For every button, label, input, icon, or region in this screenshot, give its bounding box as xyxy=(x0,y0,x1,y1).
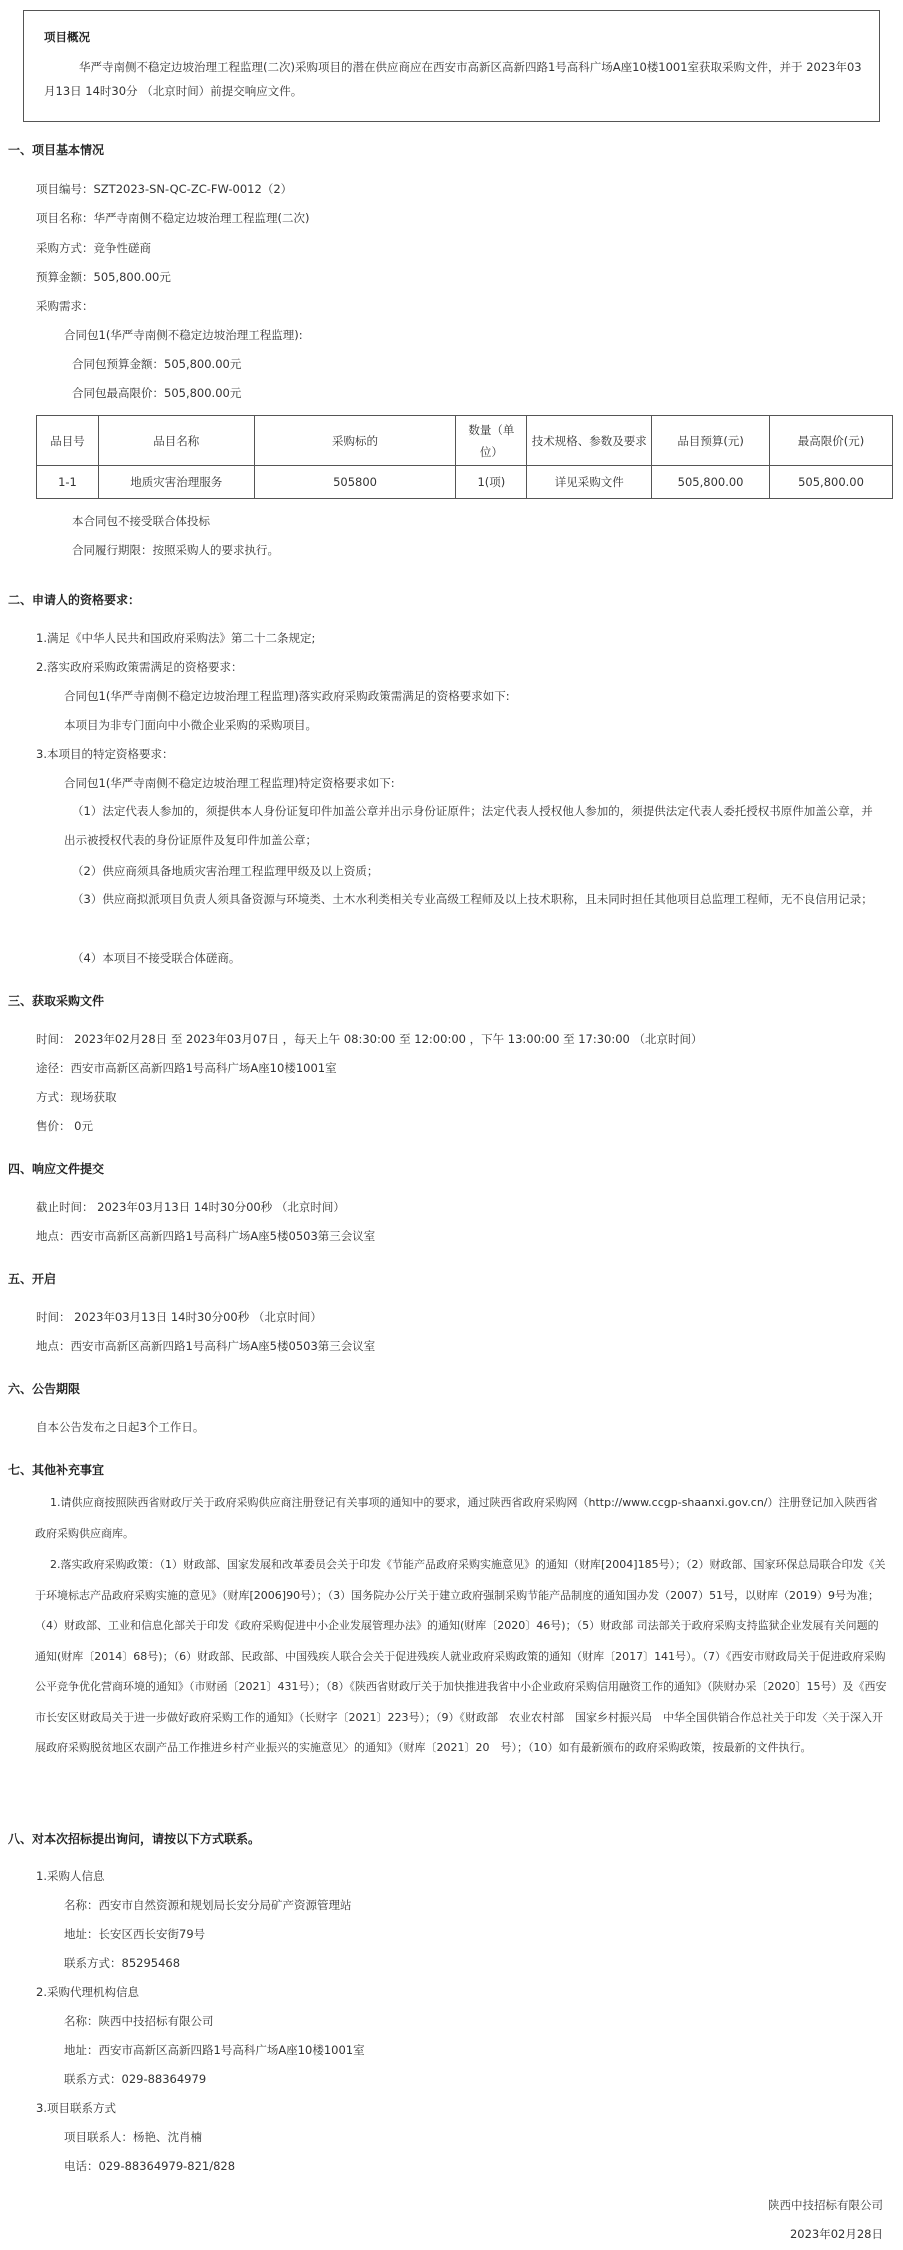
section-heading-announcement-period: 六、公告期限 xyxy=(8,1382,81,1396)
col-header-item-no: 品目号 xyxy=(37,416,99,466)
project-name: 项目名称：华严寺南侧不稳定边坡治理工程监理(二次) xyxy=(36,211,310,225)
no-consortium-note: 本合同包不接受联合体投标 xyxy=(72,514,210,528)
qualification-3-item-3: （3）供应商拟派项目负责人须具备资源与环境类、土木水利类相关专业高级工程师及以上技术职称，且未同时担任其他项目总监理工程师，无不良信用记录； xyxy=(72,892,873,906)
supplementary-paragraph-2: 2.落实政府采购政策：（1）财政部、国家发展和改革委员会关于印发《节能产品政府采购实施意见》的通知（财库[2004]185号）；（2）财政部、国家环保总局联合印发《关于环境标志产品政府采购实施的意见》（财库[2006]90号）；（3）国务院办公厅关于建立政府强制采购节能产品制度的通知国办发（2007）51号，以财库（2019）9号为准；（4）财政部、工业和信息化部关于印发《政府采购促进中小企业发展管理办法》的通知(财库〔2020〕46号)；（5）财政部 司法部关于政府采购支持监狱企业发展有关问题的通知(财库〔2014〕68号)；（6）财政部、民政部、中国残疾人联合会关于促进残疾人就业政府采购政策的通知（财库〔2017〕141号）。（7）《西安市财政局关于促进政府采购公平竞争优化营商环境的通知》（市财函〔2021〕431号）；（8）《陕西省财政厅关于加快推进我省中小企业政府采购信用融资工作的通知》（陕财办采〔2020〕15号）及《西安市长安区财政局关于进一步做好政府采购工作的通知》（长财字〔2021〕223号）；（9）《财政部 农业农村部 国家乡村振兴局 中华全国供销合作总社关于印发〈关于深入开展政府采购脱贫地区农副产品工作推进乡村产业振兴的实施意见〉的通知》（财库〔2021〕20 号）；（10）如有最新颁布的政府采购政策，按最新的文件执行。 xyxy=(35,1558,887,1754)
col-header-max-price: 最高限价(元) xyxy=(770,416,893,466)
procurement-method: 采购方式：竞争性磋商 xyxy=(36,241,151,255)
buyer-name: 名称：西安市自然资源和规划局长安分局矿产资源管理站 xyxy=(64,1898,352,1912)
items-table xyxy=(36,415,893,499)
contract-period: 合同履行期限：按照采购人的要求执行。 xyxy=(72,543,279,557)
budget-amount: 预算金额：505,800.00元 xyxy=(36,270,171,284)
project-overview-box xyxy=(23,10,880,122)
cell-quantity: 1(项) xyxy=(456,466,527,499)
announcement-period-text: 自本公告发布之日起3个工作日。 xyxy=(36,1420,205,1434)
cell-item-no: 1-1 xyxy=(37,466,99,499)
overview-text: 华严寺南侧不稳定边坡治理工程监理(二次)采购项目的潜在供应商应在西安市高新区高新四路1号高科广场A座10楼1001室获取采购文件，并于 2023年03月13日 14时30分 （北京时间）前提交响应文件。 xyxy=(44,60,862,98)
overview-title: 项目概况 xyxy=(44,30,90,44)
qualification-3-item-1: （1）法定代表人参加的，须提供本人身份证复印件加盖公章并出示身份证原件；法定代表人授权他人参加的，须提供法定代表人委托授权书原件加盖公章，并出示被授权代表的身份证原件及复印件加盖公章； xyxy=(64,804,873,847)
qualification-2-package: 合同包1(华严寺南侧不稳定边坡治理工程监理)落实政府采购政策需满足的资格要求如下: xyxy=(64,689,510,703)
cell-item-budget: 505,800.00 xyxy=(652,466,770,499)
supplementary-paragraph-1: 1.请供应商按照陕西省财政厅关于政府采购供应商注册登记有关事项的通知中的要求，通过陕西省政府采购网（http://www.ccgp-shaanxi.gov.cn/）注册登记加入陕西省政府采购供应商库。 xyxy=(35,1496,878,1540)
package-max-price: 合同包最高限价：505,800.00元 xyxy=(72,386,242,400)
opening-place: 地点：西安市高新区高新四路1号高科广场A座5楼0503第三会议室 xyxy=(36,1339,376,1353)
project-contact-phone: 电话：029-88364979-821/828 xyxy=(64,2159,236,2173)
buyer-address: 地址：长安区西长安街79号 xyxy=(64,1927,206,1941)
col-header-spec: 技术规格、参数及要求 xyxy=(527,416,652,466)
col-header-subject: 采购标的 xyxy=(254,416,456,466)
section-heading-obtain-docs: 三、获取采购文件 xyxy=(8,994,105,1008)
project-contact-title: 3.项目联系方式 xyxy=(36,2101,116,2115)
signature-company: 陕西中技招标有限公司 xyxy=(768,2198,883,2212)
agent-address: 地址：西安市高新区高新四路1号高科广场A座10楼1001室 xyxy=(64,2043,365,2057)
col-header-item-name: 品目名称 xyxy=(98,416,254,466)
opening-time: 时间： 2023年03月13日 14时30分00秒 （北京时间） xyxy=(36,1310,322,1324)
signature-date: 2023年02月28日 xyxy=(789,2227,883,2241)
obtain-method: 方式：现场获取 xyxy=(36,1090,117,1104)
agent-name: 名称：陕西中技招标有限公司 xyxy=(64,2014,214,2028)
table-header-row xyxy=(37,416,893,466)
qualification-2-note: 本项目为非专门面向中小微企业采购的采购项目。 xyxy=(64,718,317,732)
agent-phone: 联系方式：029-88364979 xyxy=(64,2072,207,2086)
section-heading-opening: 五、开启 xyxy=(8,1272,57,1286)
obtain-place: 途径：西安市高新区高新四路1号高科广场A座10楼1001室 xyxy=(36,1061,337,1075)
cell-item-name: 地质灾害治理服务 xyxy=(98,466,254,499)
submission-place: 地点：西安市高新区高新四路1号高科广场A座5楼0503第三会议室 xyxy=(36,1229,376,1243)
section-heading-contact: 八、对本次招标提出询问，请按以下方式联系。 xyxy=(8,1832,261,1846)
table-row xyxy=(37,466,893,499)
qualification-1: 1.满足《中华人民共和国政府采购法》第二十二条规定; xyxy=(36,631,316,645)
section-heading-submission: 四、响应文件提交 xyxy=(8,1162,105,1176)
procurement-demand: 采购需求： xyxy=(36,299,94,313)
col-header-quantity: 数量（单位） xyxy=(456,416,527,466)
submission-deadline: 截止时间： 2023年03月13日 14时30分00秒 （北京时间） xyxy=(36,1200,345,1214)
buyer-info-title: 1.采购人信息 xyxy=(36,1869,105,1883)
project-number: 项目编号：SZT2023-SN-QC-ZC-FW-0012（2） xyxy=(36,182,293,196)
section-heading-supplementary: 七、其他补充事宜 xyxy=(8,1463,105,1477)
cell-spec: 详见采购文件 xyxy=(527,466,652,499)
cell-subject: 505800 xyxy=(254,466,456,499)
col-header-item-budget: 品目预算(元) xyxy=(652,416,770,466)
obtain-time: 时间： 2023年02月28日 至 2023年03月07日 ，每天上午 08:30:00 至 12:00:00 ，下午 13:00:00 至 17:30:00 （北京时间） xyxy=(36,1032,703,1046)
project-contact-person: 项目联系人：杨艳、沈肖楠 xyxy=(64,2130,202,2144)
qualification-3-item-2: （2）供应商须具备地质灾害治理工程监理甲级及以上资质； xyxy=(72,864,379,878)
agent-info-title: 2.采购代理机构信息 xyxy=(36,1985,139,1999)
contract-package: 合同包1(华严寺南侧不稳定边坡治理工程监理): xyxy=(64,328,303,342)
section-heading-basic-info: 一、项目基本情况 xyxy=(8,143,105,157)
buyer-phone: 联系方式：85295468 xyxy=(64,1956,181,1970)
qualification-2: 2.落实政府采购政策需满足的资格要求： xyxy=(36,660,243,674)
package-budget: 合同包预算金额：505,800.00元 xyxy=(72,357,242,371)
qualification-3: 3.本项目的特定资格要求： xyxy=(36,747,174,761)
obtain-price: 售价： 0元 xyxy=(36,1119,93,1133)
qualification-3-package: 合同包1(华严寺南侧不稳定边坡治理工程监理)特定资格要求如下: xyxy=(64,776,395,790)
section-heading-qualifications: 二、申请人的资格要求： xyxy=(8,593,141,607)
cell-max-price: 505,800.00 xyxy=(770,466,893,499)
qualification-3-item-4: （4）本项目不接受联合体磋商。 xyxy=(72,951,241,965)
